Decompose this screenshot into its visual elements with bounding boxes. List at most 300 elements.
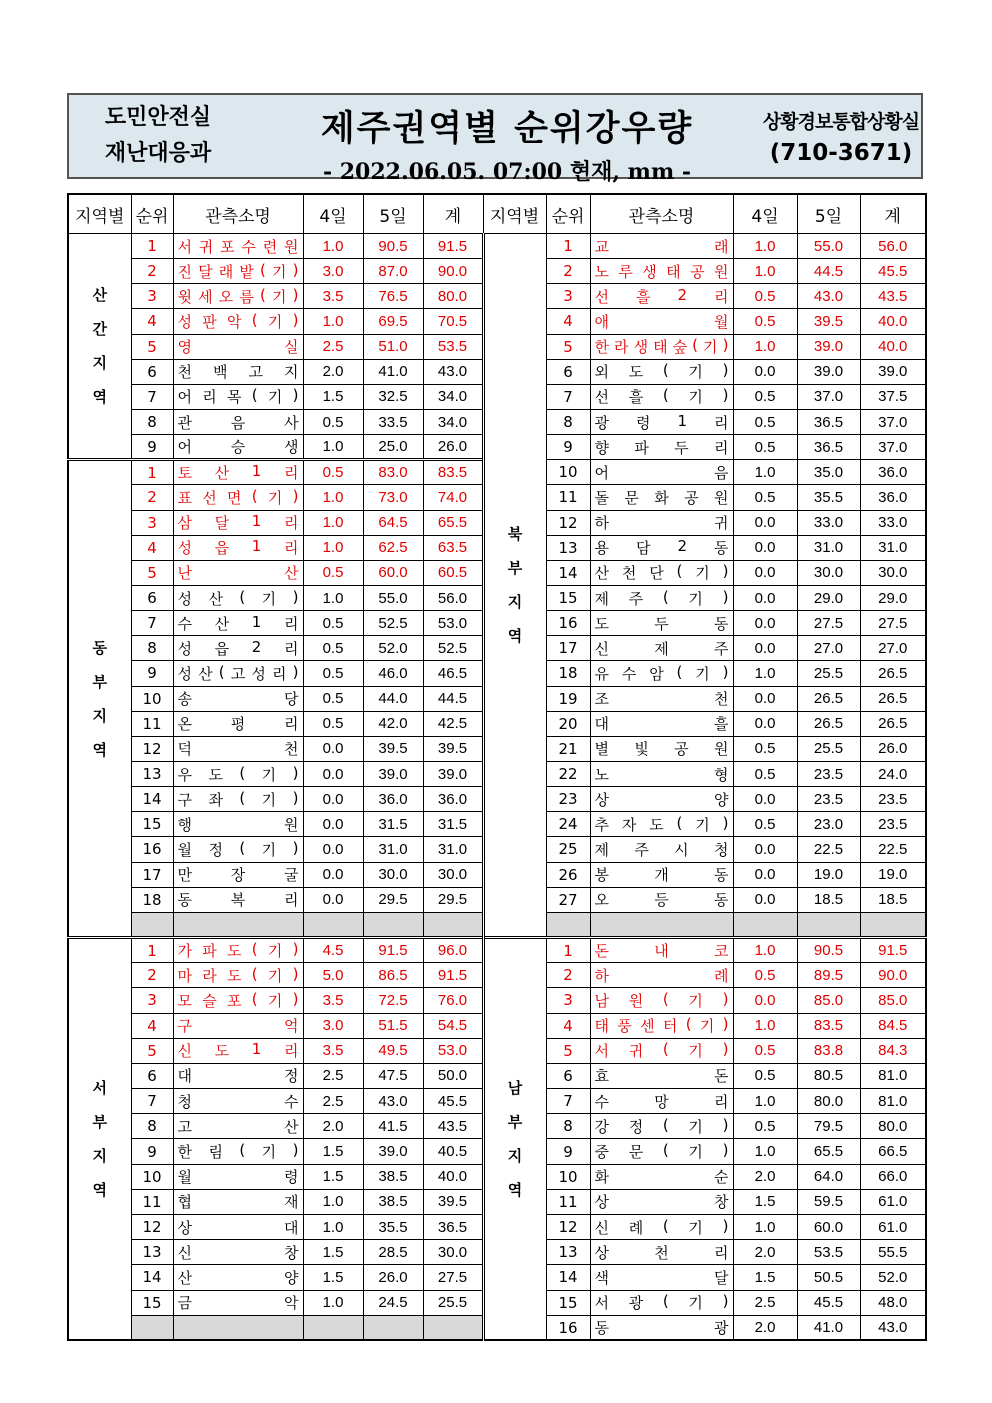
station-name: 제 주 ( 기 ) — [594, 587, 729, 608]
total-cell: 81.0 — [860, 1063, 926, 1088]
day4-cell: 1.5 — [303, 1139, 363, 1164]
day4-cell: 1.0 — [303, 1189, 363, 1214]
day4-cell: 1.0 — [733, 234, 797, 259]
region-char: 역 — [92, 1181, 107, 1200]
blank-cell — [303, 912, 363, 937]
station-cell — [590, 988, 733, 1013]
day4-cell: 3.5 — [303, 1038, 363, 1063]
blank-cell — [546, 912, 590, 937]
station-cell — [173, 1189, 303, 1214]
station-cell — [173, 887, 303, 912]
station-name: 성 산 ( 기 ) — [177, 587, 299, 608]
total-cell: 80.0 — [860, 1114, 926, 1139]
rank-cell: 26 — [546, 862, 590, 887]
total-cell: 40.5 — [423, 1139, 483, 1164]
station-name: 토 산 1 리 — [177, 462, 299, 483]
day5-cell: 80.0 — [797, 1089, 860, 1114]
total-cell: 26.5 — [860, 711, 926, 736]
station-name: 돌 문 화 공 원 — [594, 488, 729, 507]
day5-cell: 49.5 — [363, 1038, 423, 1063]
day4-cell: 1.0 — [303, 510, 363, 535]
day5-cell: 25.0 — [363, 435, 423, 460]
station-cell — [173, 510, 303, 535]
station-cell — [173, 787, 303, 812]
day4-cell: 2.5 — [303, 1089, 363, 1114]
day5-cell: 83.8 — [797, 1038, 860, 1063]
day5-cell: 35.5 — [797, 485, 860, 510]
rank-cell: 8 — [131, 409, 173, 434]
rainfall-table — [67, 193, 927, 1341]
station-name: 향 파 두 리 — [594, 438, 729, 457]
rank-cell: 8 — [131, 1114, 173, 1139]
station-name: 추 자 도 ( 기 ) — [594, 813, 729, 834]
total-cell: 22.5 — [860, 837, 926, 862]
rank-cell: 7 — [546, 384, 590, 409]
station-cell — [590, 636, 733, 661]
day5-cell: 50.5 — [797, 1265, 860, 1290]
blank-cell — [797, 912, 860, 937]
day5-cell: 26.0 — [363, 1265, 423, 1290]
total-cell: 40.0 — [860, 309, 926, 334]
station-cell — [173, 1114, 303, 1139]
rank-cell: 15 — [131, 812, 173, 837]
station-cell — [173, 259, 303, 284]
region-char: 역 — [507, 1181, 523, 1200]
total-cell: 91.5 — [860, 937, 926, 962]
day5-cell: 47.5 — [363, 1063, 423, 1088]
station-name: 한 라 생 태 숲 ( 기 ) — [594, 336, 729, 357]
day5-cell: 30.0 — [797, 560, 860, 585]
rank-cell: 5 — [131, 560, 173, 585]
rank-cell: 4 — [546, 309, 590, 334]
rank-cell: 8 — [546, 1114, 590, 1139]
total-cell: 43.0 — [423, 359, 483, 384]
rank-cell: 17 — [131, 862, 173, 887]
day4-cell: 0.0 — [733, 862, 797, 887]
day5-cell: 52.5 — [363, 611, 423, 636]
day4-cell: 0.0 — [303, 736, 363, 761]
day4-cell: 1.0 — [303, 435, 363, 460]
day5-cell: 64.5 — [363, 510, 423, 535]
day4-cell: 2.5 — [303, 334, 363, 359]
blank-cell — [590, 912, 733, 937]
day5-cell: 90.5 — [797, 937, 860, 962]
day5-cell: 41.5 — [363, 1114, 423, 1139]
day5-cell: 42.0 — [363, 711, 423, 736]
total-cell: 43.5 — [860, 284, 926, 309]
station-name: 동 복 리 — [177, 891, 299, 910]
day4-cell: 0.5 — [733, 812, 797, 837]
total-cell: 36.0 — [423, 787, 483, 812]
total-cell: 39.0 — [423, 761, 483, 786]
station-cell — [590, 1315, 733, 1340]
total-cell: 84.3 — [860, 1038, 926, 1063]
rank-cell: 7 — [131, 611, 173, 636]
day5-cell: 29.0 — [797, 585, 860, 610]
day5-cell: 33.0 — [797, 510, 860, 535]
station-name: 용 담 2 동 — [594, 537, 729, 558]
total-cell: 61.0 — [860, 1189, 926, 1214]
station-name: 신 례 ( 기 ) — [594, 1216, 729, 1237]
station-cell — [590, 259, 733, 284]
region-char: 남 — [507, 1079, 523, 1098]
day4-cell: 1.0 — [733, 1013, 797, 1038]
day4-cell: 0.0 — [303, 761, 363, 786]
station-cell — [590, 334, 733, 359]
day5-cell: 53.5 — [797, 1240, 860, 1265]
total-cell: 27.5 — [423, 1265, 483, 1290]
region-label — [68, 234, 131, 460]
rank-cell: 10 — [546, 1164, 590, 1189]
station-name: 상 창 — [594, 1193, 729, 1212]
total-cell: 29.0 — [860, 585, 926, 610]
day5-cell: 25.5 — [797, 661, 860, 686]
day5-cell: 30.0 — [363, 862, 423, 887]
station-cell — [173, 460, 303, 485]
total-cell: 96.0 — [423, 937, 483, 962]
region-char: 부 — [507, 558, 523, 577]
station-name: 색 달 — [594, 1268, 729, 1287]
station-name: 월 정 ( 기 ) — [177, 838, 299, 859]
total-cell: 25.5 — [423, 1290, 483, 1315]
day4-cell: 0.0 — [303, 812, 363, 837]
day4-cell: 3.0 — [303, 1013, 363, 1038]
day5-cell: 79.5 — [797, 1114, 860, 1139]
day4-cell: 0.5 — [733, 963, 797, 988]
station-cell — [173, 761, 303, 786]
total-cell: 55.5 — [860, 1240, 926, 1265]
rank-cell: 2 — [131, 259, 173, 284]
station-cell — [173, 1038, 303, 1063]
day4-cell: 0.5 — [303, 611, 363, 636]
station-cell — [173, 384, 303, 409]
day5-cell: 32.5 — [363, 384, 423, 409]
total-cell: 19.0 — [860, 862, 926, 887]
page-subtitle: - 2022.06.05. 07:00 현재, mm - — [322, 159, 692, 185]
station-name: 남 원 ( 기 ) — [594, 989, 729, 1010]
day5-cell: 62.5 — [363, 535, 423, 560]
station-name: 별 빛 공 원 — [594, 740, 729, 759]
region-char: 북 — [507, 524, 523, 543]
day5-cell: 69.5 — [363, 309, 423, 334]
day4-cell: 1.0 — [733, 661, 797, 686]
day4-cell: 0.5 — [733, 409, 797, 434]
station-cell — [173, 1265, 303, 1290]
day4-cell: 0.0 — [303, 787, 363, 812]
station-name: 관 음 사 — [177, 413, 299, 432]
station-cell — [173, 1013, 303, 1038]
total-cell: 26.5 — [860, 686, 926, 711]
day5-cell: 60.0 — [797, 1215, 860, 1240]
day5-cell: 31.0 — [363, 837, 423, 862]
day5-cell: 55.0 — [797, 234, 860, 259]
day5-cell: 90.5 — [363, 234, 423, 259]
region-label — [483, 937, 546, 1340]
station-name: 중 문 ( 기 ) — [594, 1141, 729, 1162]
rank-cell: 5 — [131, 1038, 173, 1063]
rank-cell: 6 — [546, 1063, 590, 1088]
day5-cell: 27.5 — [797, 611, 860, 636]
total-cell: 74.0 — [423, 485, 483, 510]
station-name: 성 산 ( 고 성 리 ) — [177, 662, 299, 683]
day5-cell: 18.5 — [797, 887, 860, 912]
day5-cell: 59.5 — [797, 1189, 860, 1214]
station-name: 선 흘 2 리 — [594, 285, 729, 306]
station-cell — [590, 1265, 733, 1290]
station-cell — [590, 1013, 733, 1038]
day4-cell: 2.0 — [733, 1315, 797, 1340]
day4-cell: 2.5 — [303, 1063, 363, 1088]
day5-cell: 26.5 — [797, 711, 860, 736]
day5-cell: 29.5 — [363, 887, 423, 912]
station-name: 고 산 — [177, 1117, 299, 1136]
rank-cell: 12 — [131, 736, 173, 761]
station-cell — [173, 611, 303, 636]
day5-cell: 72.5 — [363, 988, 423, 1013]
day5-cell: 26.5 — [797, 686, 860, 711]
total-cell: 43.0 — [860, 1315, 926, 1340]
region-char: 지 — [507, 592, 523, 611]
day4-cell: 2.0 — [303, 1114, 363, 1139]
station-name: 월 령 — [177, 1168, 299, 1187]
total-cell: 90.0 — [860, 963, 926, 988]
day5-cell: 73.0 — [363, 485, 423, 510]
day4-cell: 0.5 — [733, 485, 797, 510]
station-cell — [173, 485, 303, 510]
region-char: 부 — [92, 672, 107, 691]
day4-cell: 0.0 — [733, 585, 797, 610]
day4-cell: 0.5 — [733, 384, 797, 409]
col-day4: 4일 — [303, 194, 363, 234]
day4-cell: 1.0 — [733, 1089, 797, 1114]
station-cell — [173, 1290, 303, 1315]
region-char: 역 — [92, 740, 107, 759]
rank-cell: 16 — [131, 837, 173, 862]
day4-cell: 0.0 — [303, 887, 363, 912]
total-cell: 36.5 — [423, 1215, 483, 1240]
rank-cell: 21 — [546, 736, 590, 761]
rank-cell: 9 — [546, 1139, 590, 1164]
day4-cell: 0.5 — [733, 284, 797, 309]
day4-cell: 1.0 — [303, 535, 363, 560]
region-char: 부 — [92, 1113, 107, 1132]
day4-cell: 0.5 — [303, 711, 363, 736]
day5-cell: 31.0 — [797, 535, 860, 560]
total-cell: 18.5 — [860, 887, 926, 912]
day5-cell: 39.0 — [797, 359, 860, 384]
rank-cell: 6 — [131, 585, 173, 610]
station-name: 하 례 — [594, 966, 729, 985]
day4-cell: 0.5 — [303, 460, 363, 485]
rank-cell: 7 — [131, 1089, 173, 1114]
office-name: 상황경보통합상황실 — [762, 110, 920, 133]
day4-cell: 0.0 — [733, 636, 797, 661]
total-cell: 60.5 — [423, 560, 483, 585]
rank-cell: 12 — [546, 1215, 590, 1240]
station-cell — [590, 963, 733, 988]
station-cell — [173, 284, 303, 309]
rank-cell: 13 — [131, 761, 173, 786]
day4-cell: 0.0 — [733, 787, 797, 812]
rank-cell: 4 — [131, 309, 173, 334]
station-name: 구 억 — [177, 1017, 299, 1036]
table-row — [68, 937, 926, 962]
station-name: 하 귀 — [594, 514, 729, 533]
day5-cell: 60.0 — [363, 560, 423, 585]
blank-cell — [173, 1315, 303, 1340]
total-cell: 37.0 — [860, 435, 926, 460]
rank-cell: 1 — [131, 460, 173, 485]
rank-cell: 16 — [546, 1315, 590, 1340]
total-cell: 70.5 — [423, 309, 483, 334]
station-cell — [590, 435, 733, 460]
station-name: 선 흘 ( 기 ) — [594, 386, 729, 407]
total-cell: 29.5 — [423, 887, 483, 912]
rank-cell: 18 — [546, 661, 590, 686]
day4-cell: 0.5 — [303, 661, 363, 686]
day5-cell: 46.0 — [363, 661, 423, 686]
station-cell — [173, 309, 303, 334]
rank-cell: 1 — [546, 234, 590, 259]
station-cell — [590, 1215, 733, 1240]
day5-cell: 39.5 — [363, 736, 423, 761]
rank-cell: 15 — [131, 1290, 173, 1315]
station-name: 모 슬 포 ( 기 ) — [177, 989, 299, 1010]
col-total: 계 — [860, 194, 926, 234]
rank-cell: 3 — [546, 988, 590, 1013]
station-name: 협 재 — [177, 1193, 299, 1212]
station-cell — [590, 887, 733, 912]
day5-cell: 38.5 — [363, 1189, 423, 1214]
day5-cell: 36.5 — [797, 409, 860, 434]
dept-line2: 재난대응과 — [104, 141, 212, 166]
region-char: 간 — [92, 320, 107, 339]
station-cell — [173, 988, 303, 1013]
day5-cell: 85.0 — [797, 988, 860, 1013]
station-cell — [590, 686, 733, 711]
total-cell: 30.0 — [423, 862, 483, 887]
total-cell: 39.0 — [860, 359, 926, 384]
station-cell — [590, 1139, 733, 1164]
station-cell — [173, 1063, 303, 1088]
total-cell: 43.5 — [423, 1114, 483, 1139]
day5-cell: 33.5 — [363, 409, 423, 434]
station-cell — [173, 585, 303, 610]
station-cell — [590, 409, 733, 434]
station-cell — [173, 661, 303, 686]
blank-cell — [860, 912, 926, 937]
rank-cell: 2 — [546, 259, 590, 284]
blank-cell — [423, 1315, 483, 1340]
day4-cell: 1.0 — [303, 585, 363, 610]
station-cell — [173, 1240, 303, 1265]
blank-cell — [733, 912, 797, 937]
total-cell: 91.5 — [423, 963, 483, 988]
total-cell: 30.0 — [423, 1240, 483, 1265]
day5-cell: 19.0 — [797, 862, 860, 887]
day5-cell: 43.0 — [363, 1089, 423, 1114]
region-char: 지 — [92, 706, 107, 725]
station-name: 대 정 — [177, 1067, 299, 1086]
day5-cell: 83.0 — [363, 460, 423, 485]
col-station: 관측소명 — [590, 194, 733, 234]
station-name: 노 형 — [594, 765, 729, 784]
rank-cell: 17 — [546, 636, 590, 661]
station-name: 삼 달 1 리 — [177, 512, 299, 533]
total-cell: 53.0 — [423, 611, 483, 636]
total-cell: 52.5 — [423, 636, 483, 661]
total-cell: 34.0 — [423, 409, 483, 434]
total-cell: 31.5 — [423, 812, 483, 837]
station-cell — [590, 485, 733, 510]
total-cell: 24.0 — [860, 761, 926, 786]
office-block — [761, 95, 921, 177]
station-name: 행 원 — [177, 815, 299, 834]
blank-cell — [363, 912, 423, 937]
rank-cell: 11 — [131, 711, 173, 736]
station-cell — [590, 309, 733, 334]
total-cell: 81.0 — [860, 1089, 926, 1114]
blank-cell — [423, 912, 483, 937]
col-region: 지역별 — [483, 194, 546, 234]
station-name: 화 순 — [594, 1168, 729, 1187]
day4-cell: 2.0 — [733, 1240, 797, 1265]
title-block — [247, 95, 767, 185]
day4-cell: 0.5 — [733, 435, 797, 460]
total-cell: 26.0 — [860, 736, 926, 761]
report-header — [67, 93, 923, 185]
day4-cell: 0.0 — [733, 711, 797, 736]
rank-cell: 11 — [546, 1189, 590, 1214]
station-name: 태 풍 센 터 ( 기 ) — [594, 1015, 729, 1036]
station-cell — [590, 937, 733, 962]
day4-cell: 1.0 — [733, 937, 797, 962]
rank-cell: 15 — [546, 1290, 590, 1315]
station-cell — [590, 1089, 733, 1114]
col-station: 관측소명 — [173, 194, 303, 234]
total-cell: 31.0 — [423, 837, 483, 862]
col-region: 지역별 — [68, 194, 131, 234]
station-name: 대 흘 — [594, 715, 729, 734]
total-cell: 27.5 — [860, 611, 926, 636]
day4-cell: 1.5 — [303, 1265, 363, 1290]
station-cell — [590, 787, 733, 812]
day5-cell: 24.5 — [363, 1290, 423, 1315]
station-name: 윗 세 오 름 ( 기 ) — [177, 285, 299, 306]
day4-cell: 1.0 — [303, 1290, 363, 1315]
total-cell: 23.5 — [860, 787, 926, 812]
day4-cell: 1.5 — [303, 1164, 363, 1189]
day4-cell: 4.5 — [303, 937, 363, 962]
station-cell — [590, 284, 733, 309]
col-day5: 5일 — [363, 194, 423, 234]
col-day4: 4일 — [733, 194, 797, 234]
day4-cell: 1.5 — [303, 384, 363, 409]
day4-cell: 1.0 — [733, 460, 797, 485]
station-cell — [173, 937, 303, 962]
day4-cell: 3.5 — [303, 988, 363, 1013]
day5-cell: 80.5 — [797, 1063, 860, 1088]
station-name: 노 루 생 태 공 원 — [594, 262, 729, 281]
day4-cell: 5.0 — [303, 963, 363, 988]
rank-cell: 3 — [131, 284, 173, 309]
rank-cell: 10 — [131, 686, 173, 711]
station-cell — [173, 686, 303, 711]
col-rank: 순위 — [546, 194, 590, 234]
station-cell — [590, 1063, 733, 1088]
total-cell: 84.5 — [860, 1013, 926, 1038]
day4-cell: 0.0 — [733, 686, 797, 711]
